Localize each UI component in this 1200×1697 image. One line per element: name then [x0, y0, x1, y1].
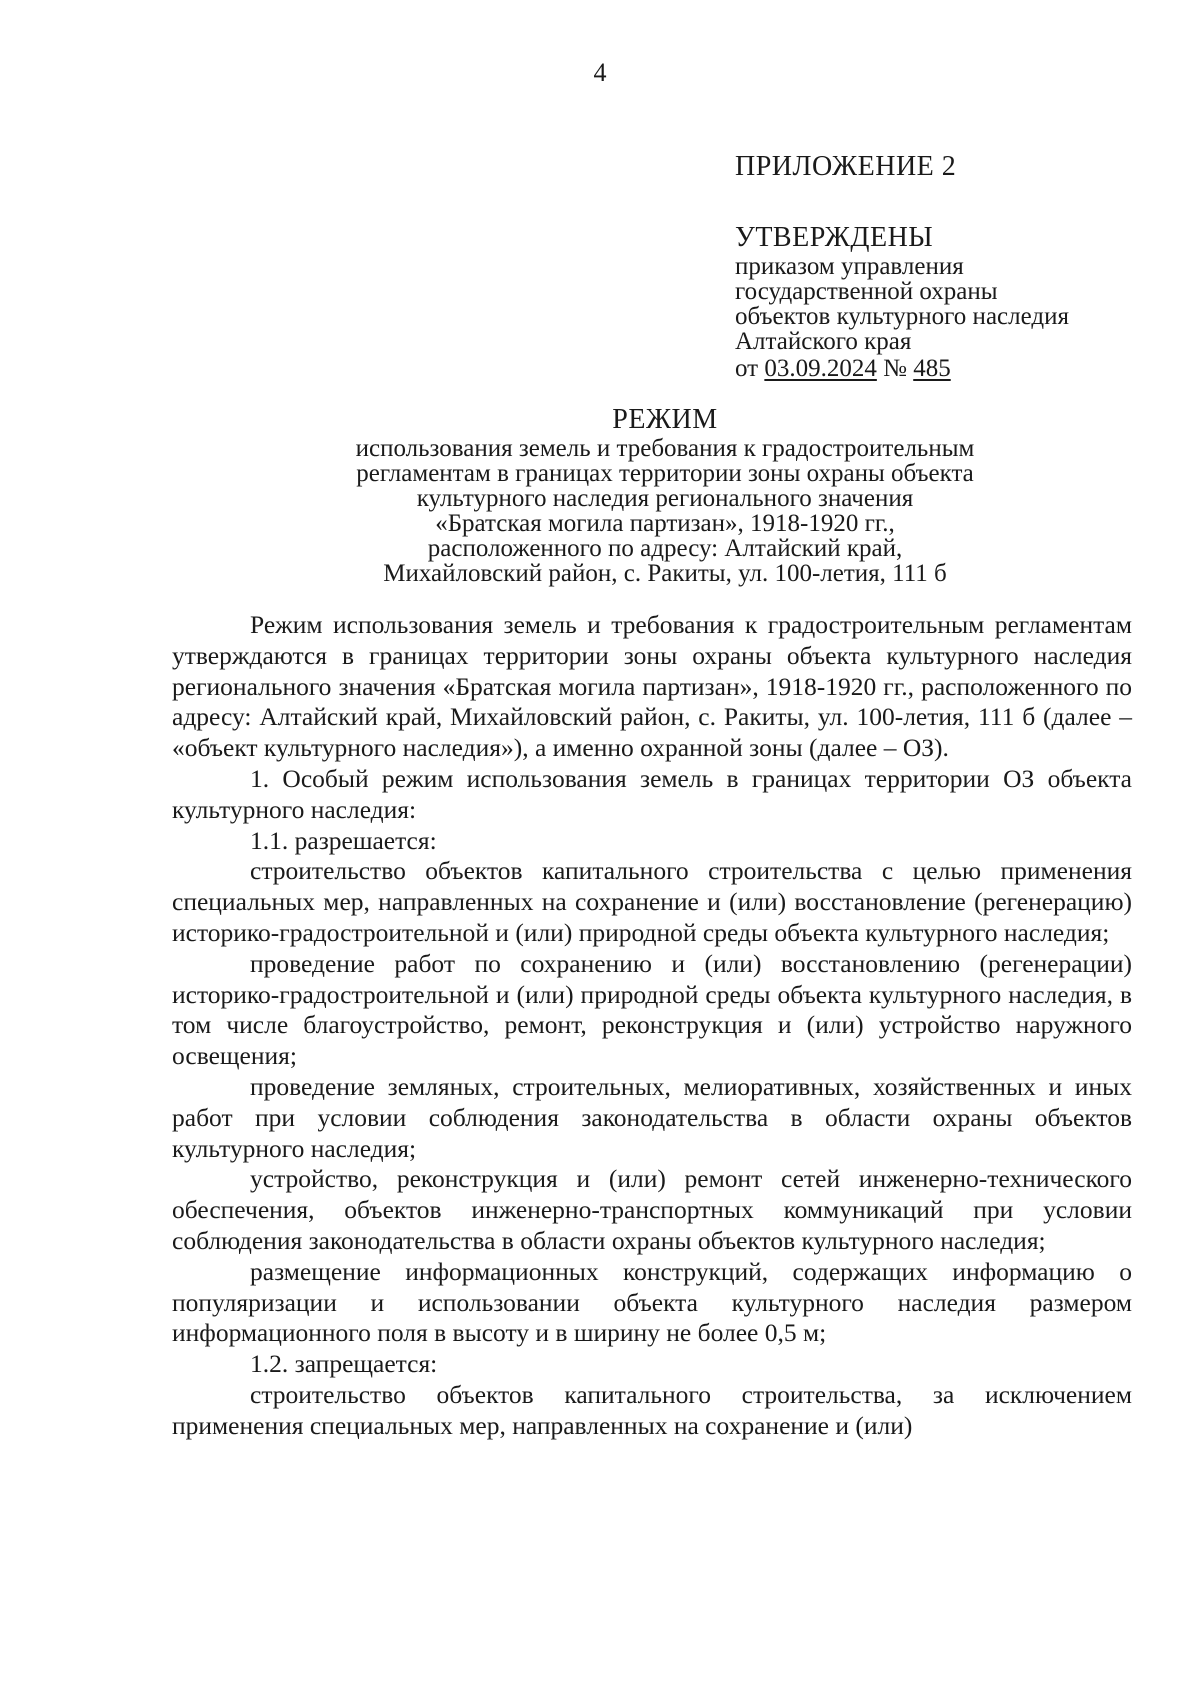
allowed-item: проведение земляных, строительных, мелиоративных, хозяйственных и иных работ при условии соблюдения законодательства в области охраны объектов культурного наследия; — [172, 1071, 1132, 1163]
document-title: РЕЖИМ — [612, 404, 718, 435]
intro-paragraph: Режим использования земель и требования к градостроительным регламентам утверждаются в границах территории зоны охраны объекта культурного наследия регионального значения «Братская могила партизан», 1918-1920 гг., расположенного по адресу: Алтайский край, Михайловский район, с. Ракиты, ул. 100-летия, 111 б (далее – «объект культурного наследия»), а именно охранной зоны (далее – ОЗ). — [172, 610, 1132, 763]
approval-line: приказом управления — [735, 253, 964, 280]
appendix-label: ПРИЛОЖЕНИЕ 2 — [735, 151, 957, 182]
approval-block — [735, 150, 1175, 381]
order-date: 03.09.2024 — [764, 355, 877, 382]
title-line: регламентам в границах территории зоны охраны объекта — [356, 460, 974, 487]
title-line: расположенного по адресу: Алтайский край, — [427, 535, 903, 562]
title-line: использования земель и требования к градостроительным — [355, 435, 975, 462]
number-sign: № — [883, 355, 907, 382]
section-1-2-heading: 1.2. запрещается: — [250, 1349, 438, 1379]
prohibited-item: строительство объектов капитального строительства, за исключением применения специальных мер, направленных на сохранение и (или) — [172, 1379, 1132, 1440]
approval-date-line — [735, 356, 1175, 381]
title-line: Михайловский район, с. Ракиты, ул. 100-летия, 111 б — [383, 560, 947, 587]
date-prefix: от — [735, 355, 759, 382]
approval-line: объектов культурного наследия — [735, 303, 1069, 330]
allowed-item: размещение информационных конструкций, содержащих информацию о популяризации и использовании объекта культурного наследия размером информационного поля в высоту и в ширину не более 0,5 м; — [172, 1256, 1132, 1348]
approved-heading: УТВЕРЖДЕНЫ — [735, 222, 934, 253]
allowed-item: проведение работ по сохранению и (или) восстановлению (регенерации) историко-градостроительной и (или) природной среды объекта культурного наследия, в том числе благоустройство, ремонт, реконструкция и (или) устройство наружного освещения; — [172, 948, 1132, 1071]
order-number: 485 — [913, 355, 951, 382]
document-title-block — [170, 404, 1160, 586]
title-line: «Братская могила партизан», 1918-1920 гг., — [435, 510, 895, 537]
allowed-item: устройство, реконструкция и (или) ремонт сетей инженерно-технического обеспечения, объектов инженерно-транспортных коммуникаций при условии соблюдения законодательства в области охраны объектов культурного наследия; — [172, 1164, 1132, 1255]
section-1-1-heading: 1.1. разрешается: — [250, 825, 437, 855]
approval-line: Алтайского края — [735, 328, 912, 355]
allowed-item: строительство объектов капитального строительства с целью применения специальных мер, направленных на сохранение и (или) восстановление (регенерацию) историко-градостроительной и (или) природной среды объекта культурного наследия; — [172, 856, 1132, 947]
title-line: культурного наследия регионального значения — [416, 485, 914, 512]
approval-line: государственной охраны — [735, 278, 998, 305]
section-1-heading: 1. Особый режим использования земель в границах территории ОЗ объекта культурного наследия: — [172, 763, 1132, 824]
page-number: 4 — [593, 58, 607, 87]
document-body — [172, 610, 1132, 1442]
